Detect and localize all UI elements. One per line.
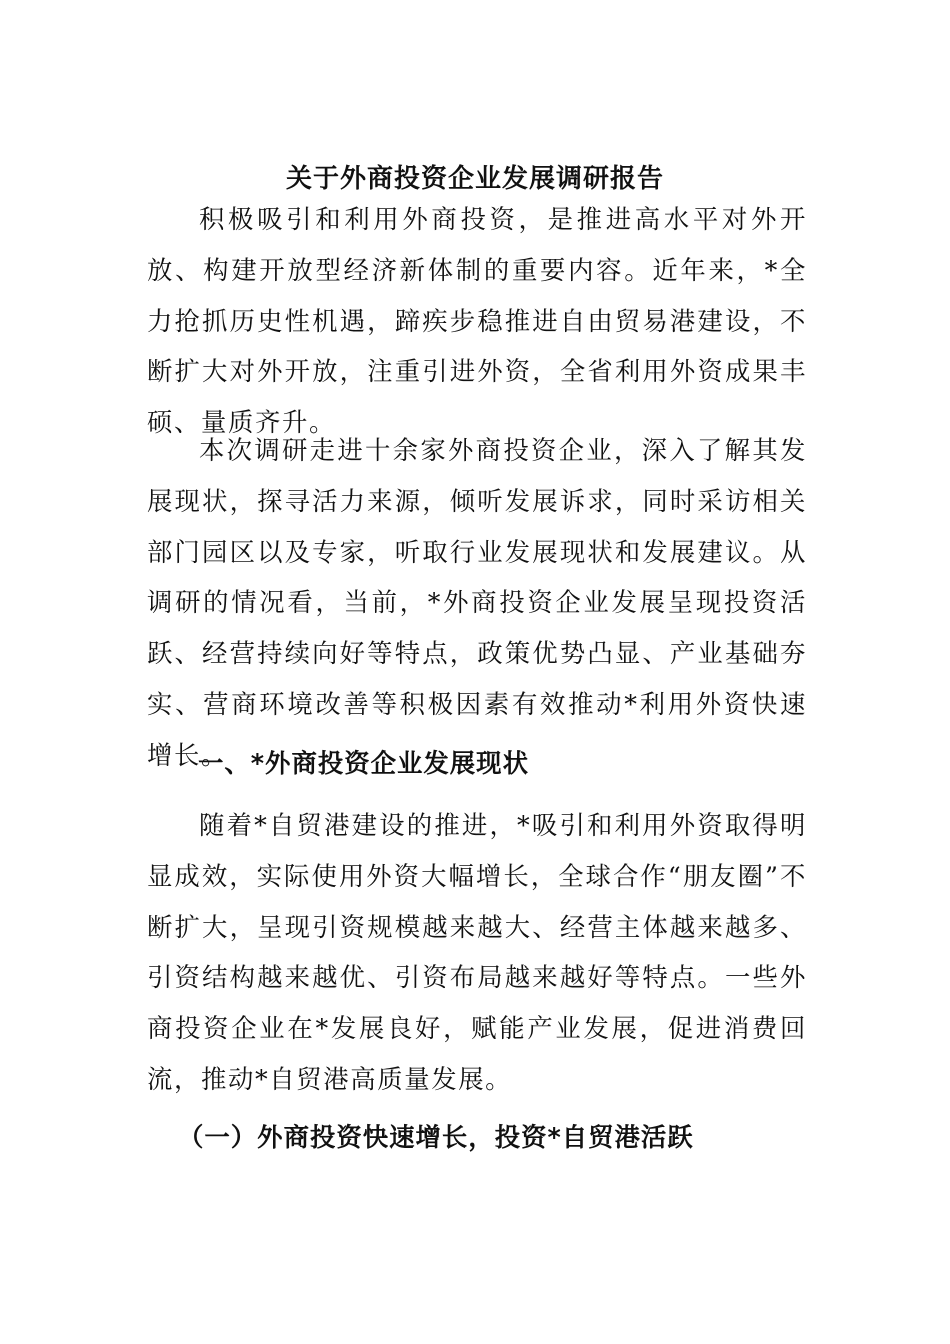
document-title: 关于外商投资企业发展调研报告 bbox=[285, 164, 664, 194]
paragraph-survey: 本次调研走进十余家外商投资企业，深入了解其发展现状，探寻活力来源，倾听发展诉求，同时采访相关部门园区以及专家，听取行业发展现状和发展建议。从调研的情况看，当前，*外商投资企业发展呈现投资活跃、经营持续向好等特点，政策优势凸显、产业基础夯实、营商环境改善等积极因素有效推动*利用外资快速增长。 bbox=[147, 435, 807, 770]
subsection-heading: （一）外商投资快速增长，投资*自贸港活跃 bbox=[178, 1122, 694, 1152]
section-heading: 一、*外商投资企业发展现状 bbox=[198, 748, 529, 778]
paragraph-status: 随着*自贸港建设的推进，*吸引和利用外资取得明显成效，实际使用外资大幅增长，全球合作“朋友圈”不断扩大，呈现引资规模越来越大、经营主体越来越多、引资结构越来越优、引资布局越来越好等特点。一些外商投资企业在*发展良好，赋能产业发展，促进消费回流，推动*自贸港高质量发展。 bbox=[147, 810, 807, 1094]
paragraph-intro: 积极吸引和利用外商投资，是推进高水平对外开放、构建开放型经济新体制的重要内容。近年来，*全力抢抓历史性机遇，蹄疾步稳推进自由贸易港建设，不断扩大对外开放，注重引进外资，全省利用外资成果丰硕、量质齐升。 bbox=[147, 204, 807, 438]
